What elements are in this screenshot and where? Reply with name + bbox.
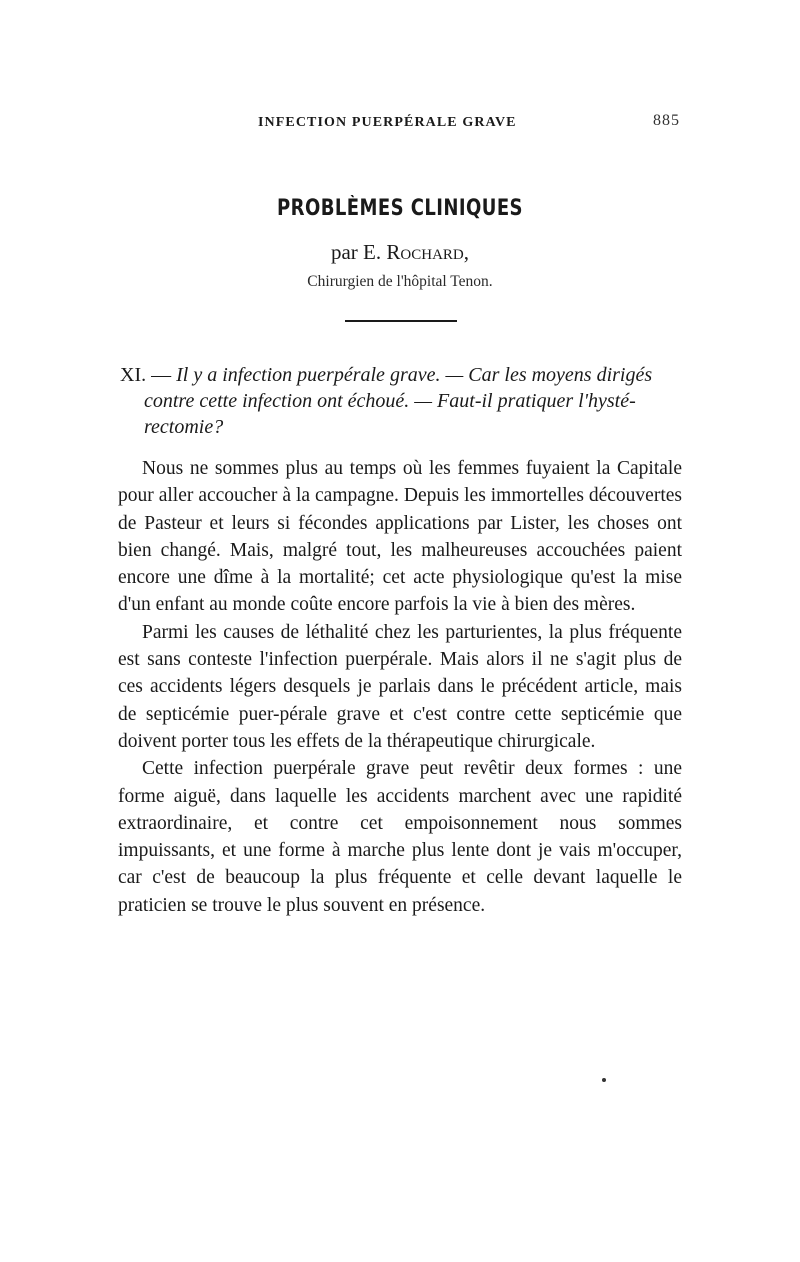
section-heading-line-3: rectomie? — [144, 416, 224, 438]
byline-prefix: par E. — [330, 240, 382, 264]
paragraph-2: Parmi les causes de léthalité chez les parturientes, la plus fréquente est sans conteste l'infection puerpérale. Mais alors il ne s'agit plus de ces accidents légers desquels je parlais dans le précédent article, mais de septicémie puer-pérale grave et c'est contre cette septicémie que doivent porter tous les effets de la thérapeutique chirurgicale. — [118, 621, 682, 752]
paragraph-3: Cette infection puerpérale grave peut revêtir deux formes : une forme aiguë, dans laquelle les accidents marchent avec une rapidité extraordinaire, et contre cet empoisonnement nous sommes impuissants, et une forme à marche plus lente dont je vais m'occuper, car c'est de beaucoup la plus fréquente et celle devant laquelle le praticien se trouve le plus souvent en présence. — [118, 758, 682, 916]
ink-speck — [602, 1078, 606, 1082]
body-text — [118, 455, 682, 919]
title-divider — [345, 320, 457, 322]
section-number: XI. — — [120, 364, 172, 386]
byline — [0, 240, 800, 265]
author-affiliation: Chirurgien de l'hôpital Tenon. — [307, 273, 493, 290]
section-heading-line-2: contre cette infection ont échoué. — Faut-il pratiquer l'hysté- — [144, 390, 636, 412]
article-title: PROBLÈMES CLINIQUES — [277, 196, 523, 221]
page-number: 885 — [653, 112, 680, 129]
section-heading-line-1: Il y a infection puerpérale grave. — Car les moyens dirigés — [176, 364, 653, 386]
section-heading — [120, 362, 700, 440]
running-head: INFECTION PUERPÉRALE GRAVE — [258, 115, 517, 130]
author-name: Rochard, — [386, 240, 469, 264]
paragraph-1: Nous ne sommes plus au temps où les femmes fuyaient la Capitale pour aller accoucher à la campagne. Depuis les immortelles découvertes de Pasteur et leurs si fécondes applications par Lister, les choses ont bien changé. Mais, malgré tout, les malheureuses accouchées paient encore une dîme à la mortalité; cet acte physiologique qu'est la mise d'un enfant au monde coûte encore parfois la vie à bien des mères. — [118, 458, 682, 616]
